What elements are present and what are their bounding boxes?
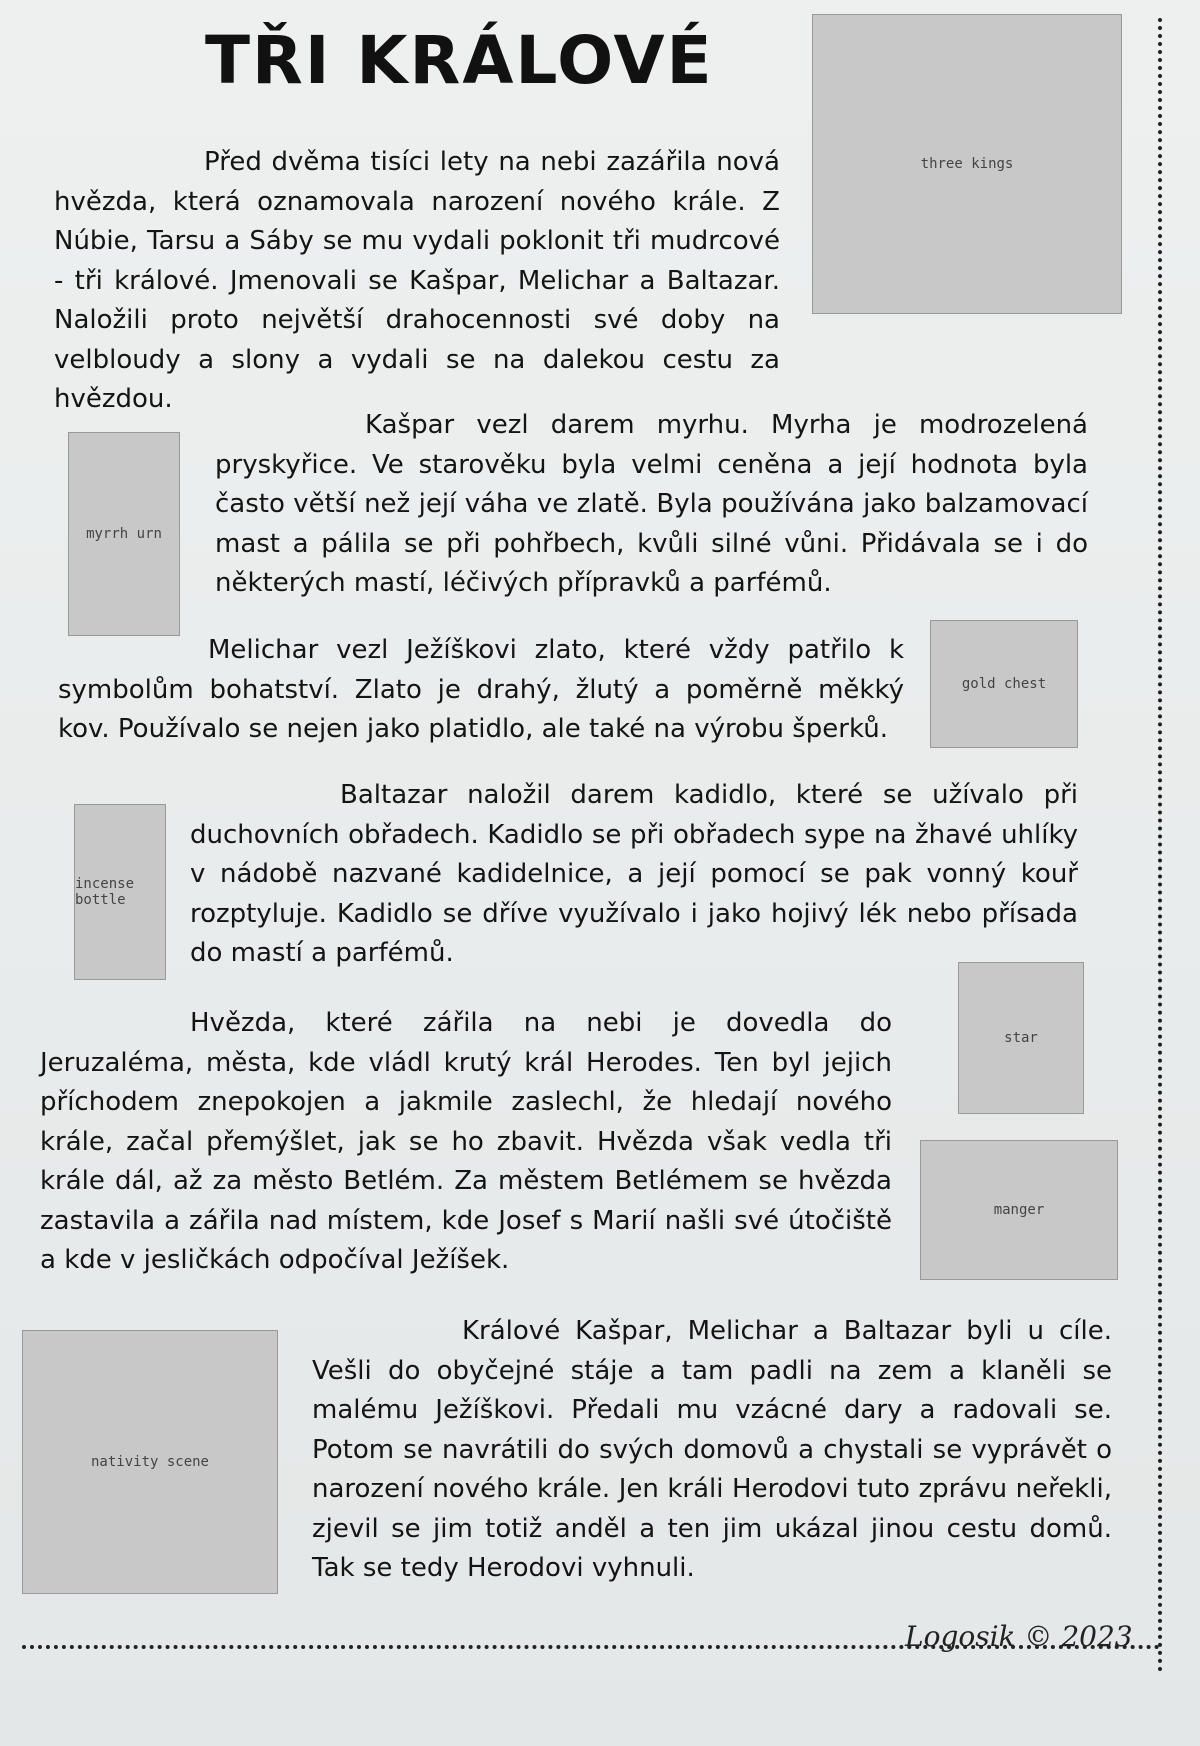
page-title: TŘI KRÁLOVÉ [205, 22, 714, 99]
paragraph-intro: Před dvěma tisíci lety na nebi zazářila nová hvězda, která oznamovala narození nového krále. Z Núbie, Tarsu a Sáby se mu vydali poklonit tři mudrcové - tři králové. Jmenovali se Kašpar, Melichar a Baltazar. Naložili proto největší drahocennosti své doby na velbloudy a slony a vydali se na dalekou cestu za hvězdou. [54, 147, 780, 414]
incense-bottle-illustration: incense bottle [74, 804, 166, 980]
gold-chest-illustration: gold chest [930, 620, 1078, 748]
paragraph-kings-arrival: Králové Kašpar, Melichar a Baltazar byli u cíle. Vešli do obyčejné stáje a tam padli na zem a klaněli se malému Ježíškovi. Předali mu vzácné dary a radovali se. Potom se navrátili do svých domovů a chystali se vyprávět o narození nového krále. Jen králi Herodovi tuto zprávu neřekli, zjevil se jim totiž anděl a ten jim ukázal jinou cestu domů. Tak se tedy Herodovi vyhnuli. [312, 1316, 1112, 1583]
dotted-border-right [1158, 18, 1162, 1673]
three-kings-illustration: three kings [812, 14, 1122, 314]
nativity-scene-illustration: nativity scene [22, 1330, 278, 1594]
star-illustration: star [958, 962, 1084, 1114]
paragraph-star: Hvězda, které zářila na nebi je dovedla do Jeruzaléma, města, kde vládl krutý král Herodes. Ten byl jejich příchodem znepokojen a jakmile zaslechl, že hledají nového krále, začal přemýšlet, jak se ho zbavit. Hvězda však vedla tři krále dál, až za město Betlém. Za městem Betlémem se hvězda zastavila a zářila nad místem, kde Josef s Marií našli své útočiště a kde v jesličkách odpočíval Ježíšek. [40, 1008, 892, 1275]
myrrh-urn-illustration: myrrh urn [68, 432, 180, 636]
signature: Logosik © 2023 [905, 1620, 1133, 1653]
paragraph-kaspar: Kašpar vezl darem myrhu. Myrha je modrozelená pryskyřice. Ve starověku byla velmi ceněna a její hodnota byla často větší než její váha ve zlatě. Byla používána jako balzamovací mast a pálila se při pohřbech, kvůli silné vůni. Přidávala se i do některých mastí, léčivých přípravků a parfémů. [215, 410, 1088, 598]
paragraph-baltazar: Baltazar naložil darem kadidlo, které se užívalo při duchovních obřadech. Kadidlo se při obřadech sype na žhavé uhlíky v nádobě nazvané kadidelnice, a její pomocí se pak vonný kouř rozptyluje. Kadidlo se dříve využívalo i jako hojivý lék nebo přísada do mastí a parfémů. [190, 780, 1078, 968]
manger-illustration: manger [920, 1140, 1118, 1280]
paragraph-melichar: Melichar vezl Ježíškovi zlato, které vždy patřilo k symbolům bohatství. Zlato je drahý, žlutý a poměrně měkký kov. Používalo se nejen jako platidlo, ale také na výrobu šperků. [58, 635, 904, 744]
